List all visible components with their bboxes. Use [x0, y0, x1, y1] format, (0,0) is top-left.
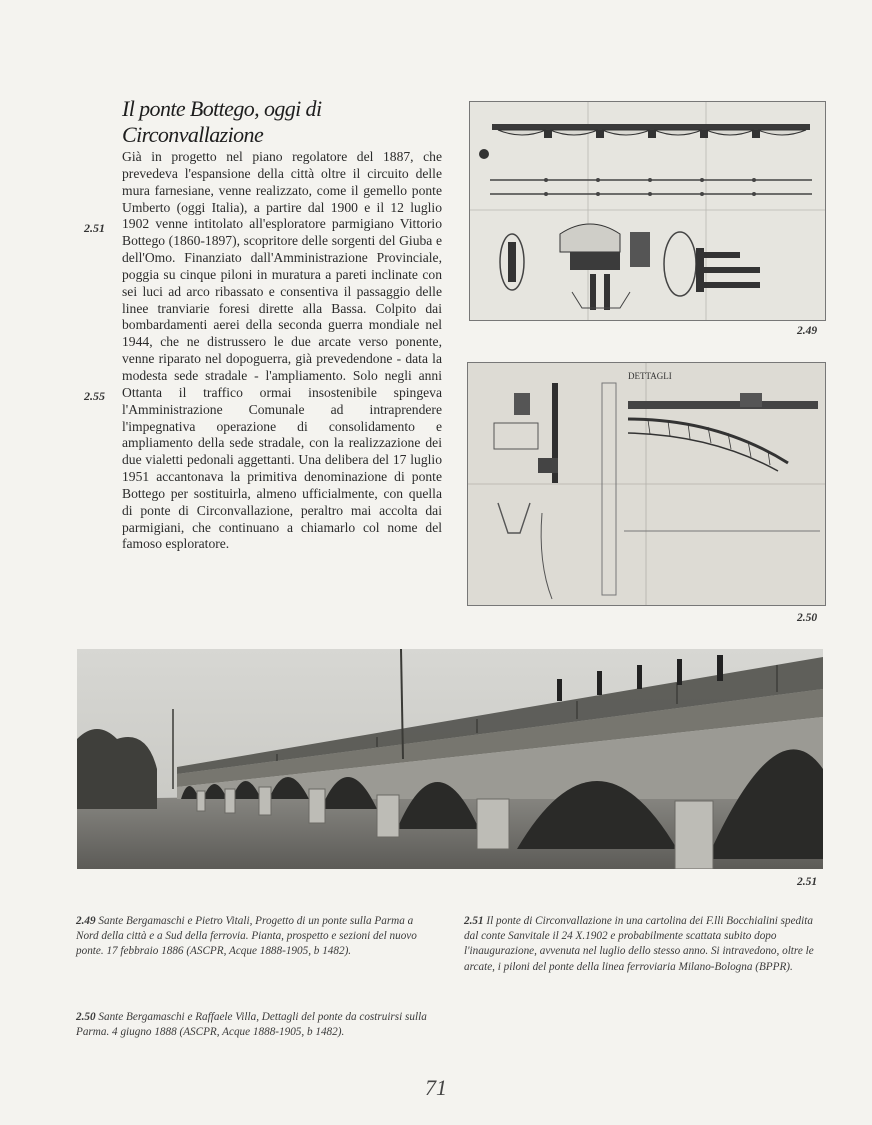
- figure-label-2-50: 2.50: [797, 612, 818, 624]
- caption-text-2-50: Sante Bergamaschi e Raffaele Villa, Dettagli del ponte da costruirsi sulla Parma. 4 giugno 1888 (ASCPR, Acque 1888-1905, b 1482).: [76, 1011, 427, 1039]
- figure-label-2-51: 2.51: [797, 876, 818, 888]
- page-number: 71: [425, 1075, 447, 1100]
- caption-2-50: [76, 1010, 431, 1040]
- margin-ref-2-55: 2.55: [84, 389, 105, 403]
- caption-2-51: [464, 914, 820, 975]
- bridge-plan-drawing: [470, 102, 825, 320]
- bridge-details-drawing: [468, 363, 825, 605]
- margin-ref-2-51: 2.51: [84, 221, 105, 235]
- caption-ref-2-50: 2.50: [76, 1011, 96, 1023]
- caption-text-2-49: Sante Bergamaschi e Pietro Vitali, Progetto di un ponte sulla Parma a Nord della città e a Sud della ferrovia. Pianta, prospetto e sezioni del nuovo ponte. 17 febbraio 1886 (ASCPR, Acque 1888-1905, b 1482).: [76, 915, 417, 958]
- figure-2-51-photo: [77, 649, 823, 869]
- drawing-heading: DETTAGLI: [628, 371, 672, 381]
- body-paragraph: Già in progetto nel piano regolatore del 1887, che prevedeva l'espansione della città oltre il circuito delle mura farnesiane, venne realizzato, come il gemello ponte Umberto (oggi Italia), a partire dal 1900 e il 12 luglio 1902 venne intitolato all'esploratore parmigiano Vittorio Bottego (1860-1897), scopritore delle sorgenti del Giuba e dell'Omo. Finanziato dall'Amministrazione Provinciale, poggia su cinque piloni in muratura a pareti inclinate con sei luci ad arco ribassato e consentiva il passaggio delle linee tranviarie foresi dirette alla Bassa. Colpito dai bombardamenti aerei della seconda guerra mondiale nel 1944, che ne distrussero le due arcate verso ponente, venne riparato nel dopoguerra, già prevedendone - data la modesta sede stradale - l'ampliamento. Solo negli anni Ottanta il traffico ormai insostenibile spingeva l'Amministrazione Comunale ad intraprendere l'impegnativa operazione di consolidamento e ampliamento della sede stradale, con la realizzazione dei due vialetti pedonali aggettanti. Una delibera del 17 luglio 1951 accantonava la primitiva denominazione di ponte Bottego per sostituirla, almeno ufficialmente, con quella di ponte di Circonvallazione, peraltro mai accolta dai parmigiani, che continuano a chiamarlo col nome del famoso esploratore.: [122, 149, 442, 552]
- figure-2-50-drawing: [467, 362, 826, 606]
- caption-2-49: [76, 914, 431, 960]
- section-title: Il ponte Bottego, oggi di Circonvallazione: [122, 96, 322, 147]
- bridge-photo: [77, 649, 823, 869]
- caption-ref-2-51: 2.51: [464, 915, 484, 927]
- caption-text-2-51: Il ponte di Circonvallazione in una cartolina dei F.lli Bocchialini spedita dal conte Sanvitale il 24 X.1902 e probabilmente scattata subito dopo l'inaugurazione, avvenuta nel luglio dello stesso anno. Si intravedono, oltre le arcate, i piloni del ponte della linea ferroviaria Milano-Bologna (BPPR).: [464, 915, 814, 973]
- figure-label-2-49: 2.49: [797, 325, 818, 337]
- figure-2-49-drawing: [469, 101, 826, 321]
- caption-ref-2-49: 2.49: [76, 915, 96, 927]
